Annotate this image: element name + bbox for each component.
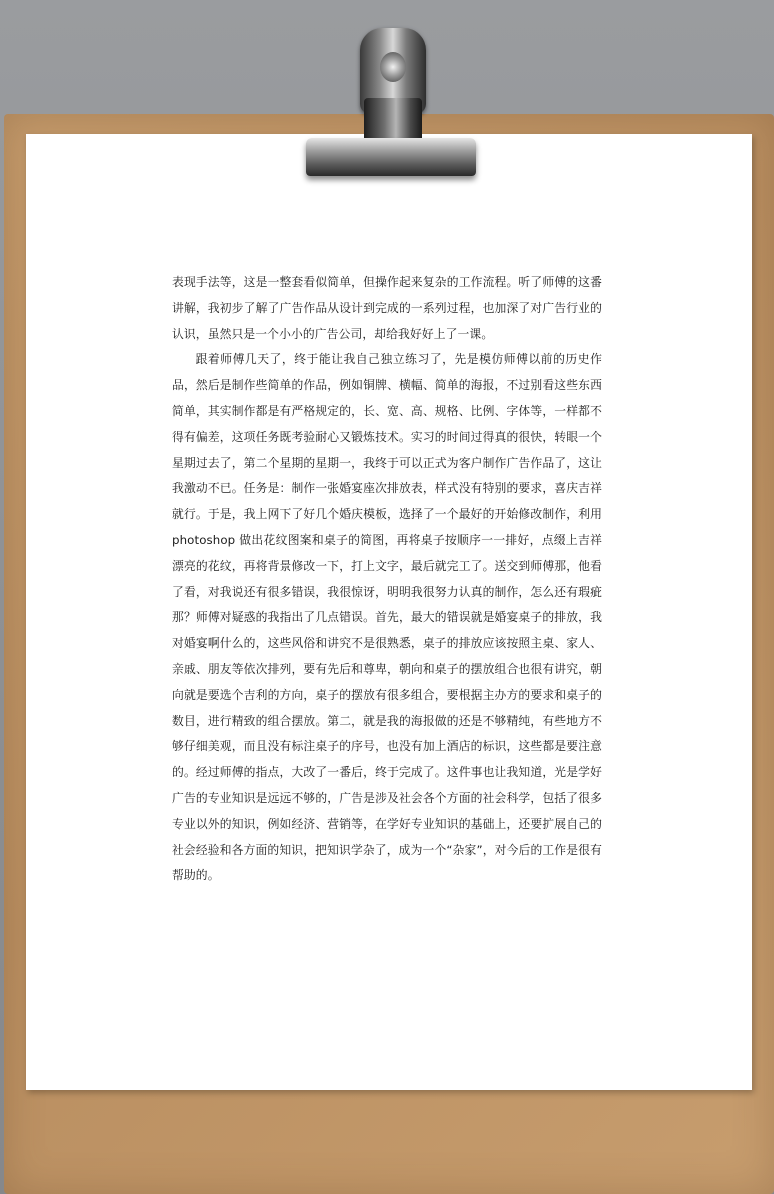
paragraph-1: 表现手法等，这是一整套看似简单，但操作起来复杂的工作流程。听了师傅的这番讲解，我初步了解了广告作品从设计到完成的一系列过程，也加深了对广告行业的认识，虽然只是一个小小的广告公司，却给我好好上了一课。 bbox=[172, 275, 602, 341]
binder-clip-icon bbox=[306, 28, 476, 178]
clip-base bbox=[306, 138, 476, 176]
document-body bbox=[172, 270, 602, 889]
clip-ring-hole bbox=[380, 52, 406, 82]
paragraph-2: 跟着师傅几天了，终于能让我自己独立练习了，先是模仿师傅以前的历史作品，然后是制作些简单的作品，例如铜牌、横幅、简单的海报，不过别看这些东西简单，其实制作都是有严格规定的，长、宽、高、规格、比例、字体等，一样都不得有偏差，这项任务既考验耐心又锻炼技术。实习的时间过得真的很快，转眼一个星期过去了，第二个星期的星期一，我终于可以正式为客户制作广告作品了，这让我激动不已。任务是：制作一张婚宴座次排放表，样式没有特别的要求，喜庆吉祥就行。于是，我上网下了好几个婚庆模板，选择了一个最好的开始修改制作，利用 photoshop 做出花纹图案和桌子的简图，再将桌子按顺序一一排好，点缀上吉祥漂亮的花纹，再将背景修改一下，打上文字，最后就完工了。送交到师傅那，他看了看，对我说还有很多错误，我很惊讶，明明我很努力认真的制作，怎么还有瑕疵那？师傅对疑惑的我指出了几点错误。首先，最大的错误就是婚宴桌子的排放，我对婚宴啊什么的，这些风俗和讲究不是很熟悉，桌子的排放应该按照主桌、家人、亲戚、朋友等依次排列，要有先后和尊卑，朝向和桌子的摆放组合也很有讲究，朝向就是要选个吉利的方向，桌子的摆放有很多组合，要根据主办方的要求和桌子的数目，进行精致的组合摆放。第二，就是我的海报做的还是不够精纯，有些地方不够仔细美观，而且没有标注桌子的序号，也没有加上酒店的标识，这些都是要注意的。经过师傅的指点，大改了一番后，终于完成了。这件事也让我知道，光是学好广告的专业知识是远远不够的，广告是涉及社会各个方面的社会科学，包括了很多专业以外的知识，例如经济、营销等，在学好专业知识的基础上，还要扩展自己的社会经验和各方面的知识，把知识学杂了，成为一个“杂家”，对今后的工作是很有帮助的。 bbox=[172, 352, 602, 883]
